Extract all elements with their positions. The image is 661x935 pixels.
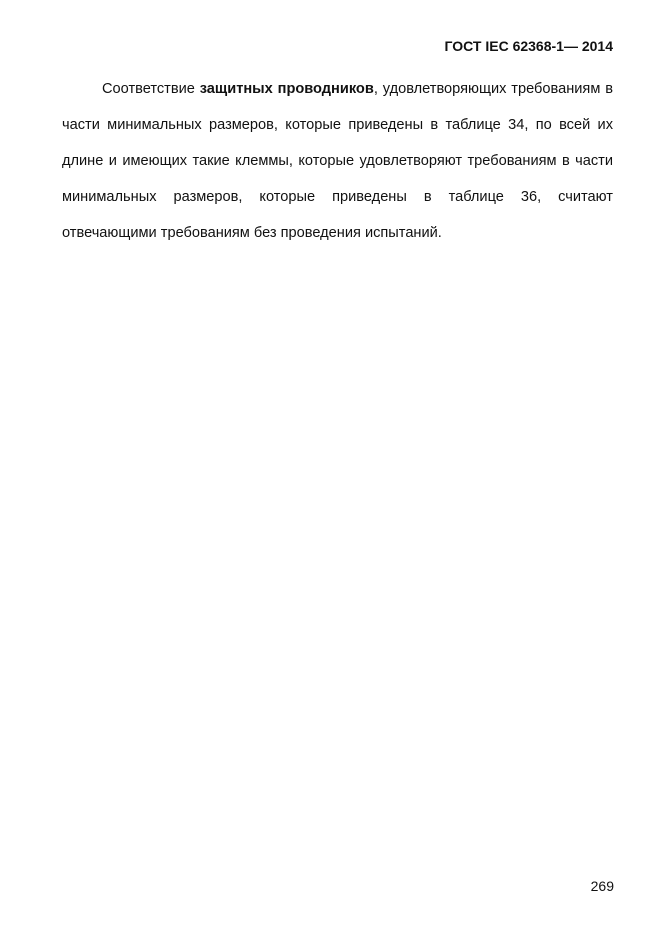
page-number: 269 [590, 878, 614, 894]
paragraph-rest: , удовлетворяющих требованиям в части минимальных размеров, которые приведены в таблице 34, по всей их длине и имеющих такие клеммы, которые удовлетворяют требованиям в части минимальных размеров, которые приведены в таблице 36, считают отвечающими требованиям без проведения испытаний. [62, 81, 613, 241]
paragraph-start: Соответствие [102, 81, 200, 97]
body-paragraph [62, 71, 613, 251]
document-header: ГОСТ IEC 62368-1— 2014 [444, 38, 613, 54]
bold-term: защитных проводников [199, 81, 374, 97]
